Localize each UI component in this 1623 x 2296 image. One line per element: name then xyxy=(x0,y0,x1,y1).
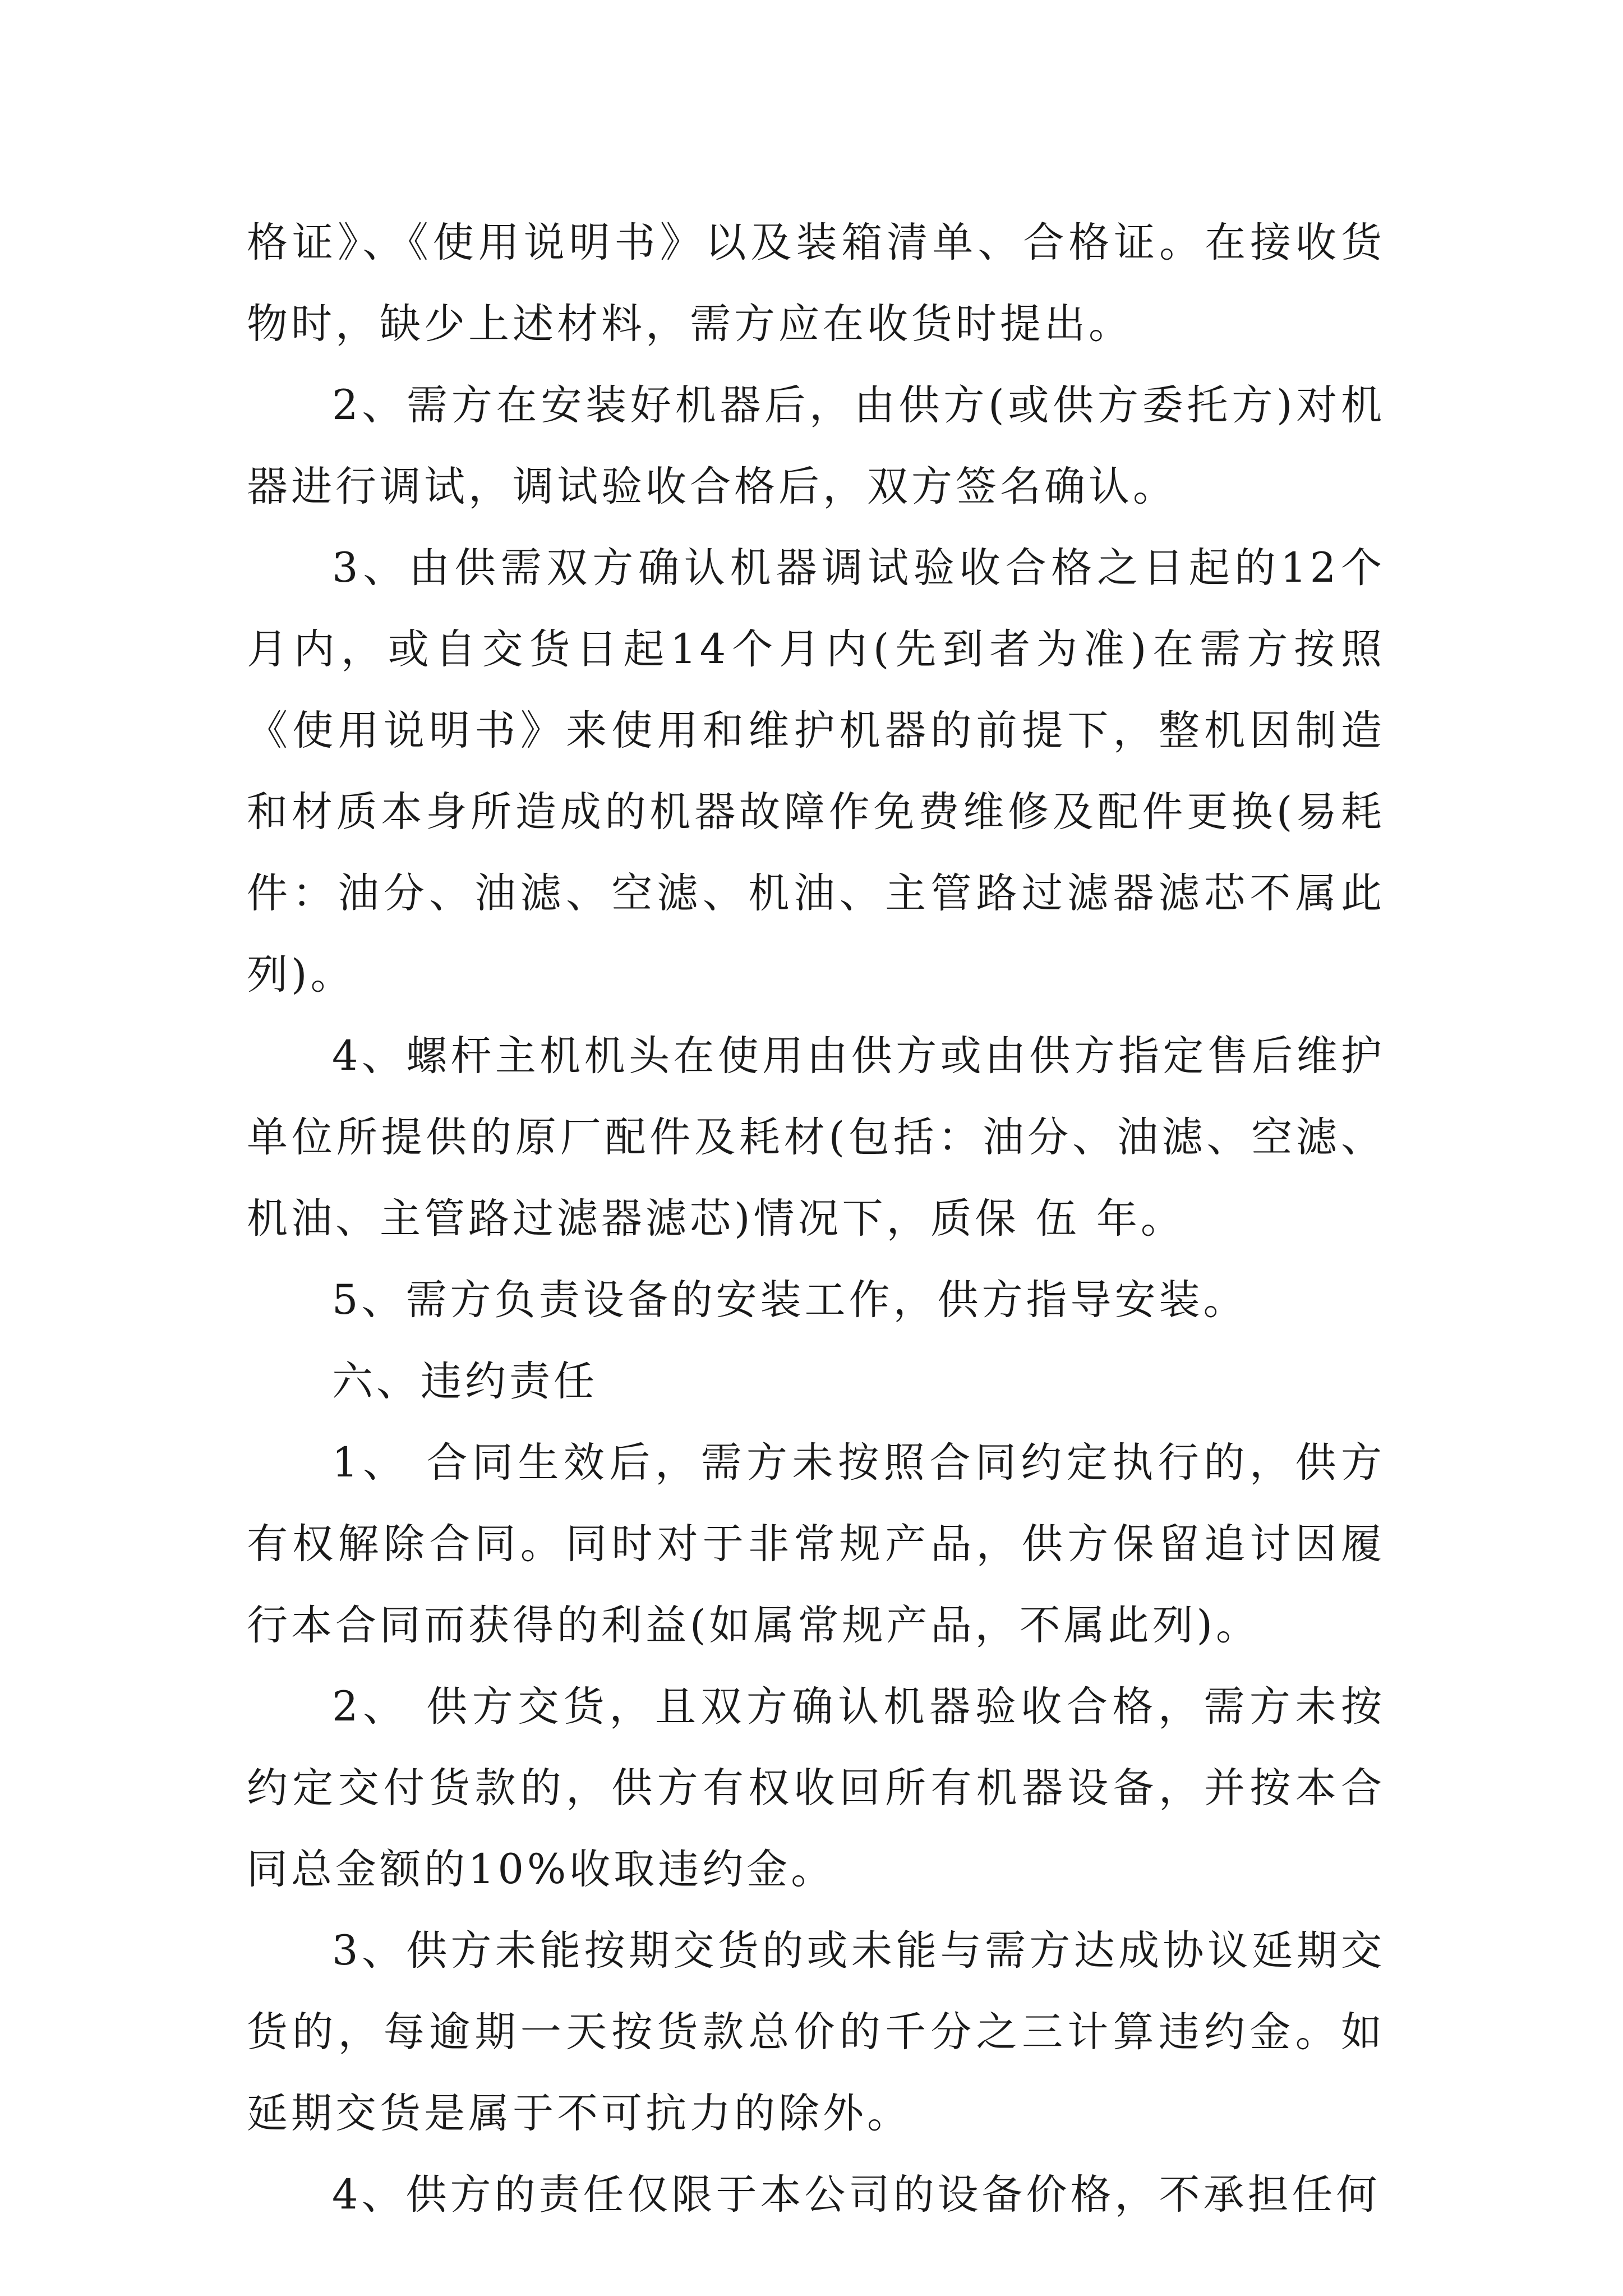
paragraph-clause-3-warranty: 3、由供需双方确认机器调试验收合格之日起的12个月内，或自交货日起14个月内(先到者为准)在需方按照《使用说明书》来使用和维护机器的前提下，整机因制造和材质本身所造成的机器故障作免费维修及配件更换(易耗件：油分、油滤、空滤、机油、主管路过滤器滤芯不属此列)。 xyxy=(247,544,1385,999)
paragraph-clause-5-installation: 5、需方负责设备的安装工作，供方指导安装。 xyxy=(332,1276,1248,1324)
section-heading-breach-liability: 六、违约责任 xyxy=(332,1358,598,1405)
paragraph-breach-4: 4、供方的责任仅限于本公司的设备价格，不承担任何 xyxy=(332,2171,1381,2219)
contract-body xyxy=(247,202,1385,2235)
paragraph-breach-2: 2、 供方交货，且双方确认机器验收合格，需方未按约定交付货款的，供方有权收回所有机器设备，并按本合同总金额的10%收取违约金。 xyxy=(247,1683,1385,1893)
paragraph-breach-3: 3、供方未能按期交货的或未能与需方达成协议延期交货的，每逾期一天按货款总价的千分之三计算违约金。如延期交货是属于不可抗力的除外。 xyxy=(247,1927,1385,2137)
paragraph-clause-4-airend-warranty: 4、螺杆主机机头在使用由供方或由供方指定售后维护单位所提供的原厂配件及耗材(包括：油分、油滤、空滤、机油、主管路过滤器滤芯)情况下，质保 伍 年。 xyxy=(247,1032,1385,1243)
paragraph-breach-1: 1、 合同生效后，需方未按照合同约定执行的，供方有权解除合同。同时对于非常规产品，供方保留追讨因履行本合同而获得的利益(如属常规产品，不属此列)。 xyxy=(247,1439,1385,1649)
paragraph-certificate-continuation: 格证》、《使用说明书》以及装箱清单、合格证。在接收货物时，缺少上述材料，需方应在收货时提出。 xyxy=(247,219,1385,348)
paragraph-clause-2-debugging: 2、需方在安装好机器后，由供方(或供方委托方)对机器进行调试，调试验收合格后，双方签名确认。 xyxy=(247,381,1385,510)
